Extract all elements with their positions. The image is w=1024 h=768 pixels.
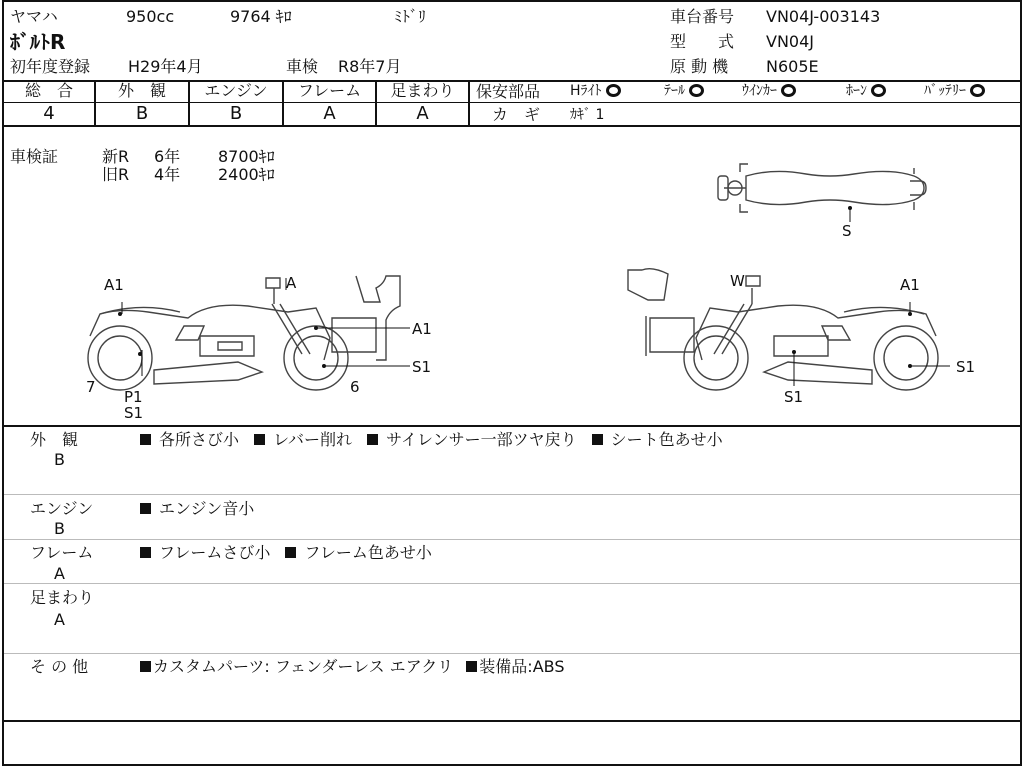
- safety-item-winker: ｳｲﾝｶｰ: [742, 82, 796, 100]
- certificate-new-label: 新R: [102, 147, 130, 166]
- engine-code-value: N605E: [766, 57, 819, 76]
- displacement: 950cc: [126, 7, 175, 26]
- grade-suspension-label: 足まわり: [390, 81, 455, 100]
- grade-overall-value: 4: [43, 103, 55, 124]
- engine-code-label: 原 動 機: [670, 57, 729, 76]
- inspection-sheet: [2, 0, 1022, 766]
- motorcycle-damage-diagram: [4, 126, 1020, 426]
- note-category-engine: エンジン: [30, 499, 94, 518]
- label-right-s1-bottom: S1: [784, 388, 804, 406]
- model-type-value: VN04J: [766, 32, 814, 51]
- note-items-other: カスタムパーツ: フェンダーレス エアクリ 装備品:ABS: [140, 658, 565, 676]
- ok-circle-icon: [871, 84, 886, 97]
- note-items-exterior: 各所さび小 レバー削れ サイレンサー一部ツヤ戻り シート色あせ小: [140, 431, 723, 449]
- label-left-7: 7: [86, 378, 96, 396]
- divider: [4, 720, 1020, 722]
- grade-frame-label: フレーム: [297, 81, 362, 100]
- label-right-a1: A1: [900, 276, 920, 294]
- label-left-s1-front: S1: [412, 358, 432, 376]
- divider: [4, 102, 1020, 103]
- grade-exterior-value: B: [135, 103, 149, 124]
- divider: [4, 539, 1020, 540]
- bullet-square-icon: [140, 661, 151, 672]
- note-category-suspension: 足まわり: [30, 588, 95, 607]
- grade-frame-value: A: [323, 103, 336, 124]
- note-items-engine: エンジン音小: [140, 500, 254, 518]
- bullet-square-icon: [254, 434, 265, 445]
- note-grade-engine: B: [54, 519, 65, 538]
- certificate-new-year: 6年: [154, 147, 181, 166]
- grade-suspension-value: A: [416, 103, 429, 124]
- divider: [4, 583, 1020, 584]
- divider: [468, 80, 470, 126]
- ok-circle-icon: [781, 84, 796, 97]
- inspection-label: 車検: [286, 57, 319, 76]
- motorcycle-top-view: [718, 164, 926, 212]
- ok-circle-icon: [970, 84, 985, 97]
- divider: [4, 494, 1020, 495]
- label-right-s1-rear: S1: [956, 358, 976, 376]
- safety-item-headlight: Hﾗｲﾄ: [570, 82, 621, 100]
- grade-exterior-label: 外 観: [117, 81, 166, 100]
- inspection-value: R8年7月: [338, 57, 402, 76]
- model-type-label: 型 式: [670, 32, 735, 51]
- label-left-p1: P1: [124, 388, 143, 406]
- first-registration-value: H29年4月: [128, 57, 203, 76]
- safety-item-horn: ﾎｰﾝ: [846, 82, 886, 100]
- safety-item-tail: ﾃｰﾙ: [664, 82, 704, 100]
- note-items-frame: フレームさび小 フレーム色あせ小: [140, 544, 432, 562]
- frame-number-value: VN04J-003143: [766, 7, 881, 26]
- bullet-square-icon: [592, 434, 603, 445]
- note-grade-suspension: A: [54, 610, 65, 629]
- certificate-old-km: 2400ｷﾛ: [218, 165, 275, 184]
- note-category-exterior: 外 観: [30, 430, 79, 449]
- label-right-w: W: [730, 272, 745, 290]
- mileage: 9764 ｷﾛ: [230, 7, 292, 26]
- bullet-square-icon: [367, 434, 378, 445]
- note-category-other: そ の 他: [30, 657, 89, 676]
- label-left-a1-tank: A1: [412, 320, 432, 338]
- maker: ヤマハ: [10, 7, 58, 26]
- frame-number-label: 車台番号: [670, 7, 735, 26]
- grade-engine-label: エンジン: [204, 81, 268, 100]
- motorcycle-right-view: [628, 269, 938, 390]
- safety-item-battery: ﾊﾞｯﾃﾘｰ: [924, 82, 985, 100]
- label-left-6: 6: [350, 378, 360, 396]
- bullet-square-icon: [140, 503, 151, 514]
- grade-engine-value: B: [229, 103, 243, 124]
- bullet-square-icon: [466, 661, 477, 672]
- safety-parts-label: 保安部品: [476, 82, 541, 101]
- label-left-s1-bottom: S1: [124, 404, 144, 422]
- certificate-label: 車検証: [10, 147, 59, 166]
- bullet-square-icon: [140, 547, 151, 558]
- key-value: ｶｷﾞ 1: [570, 107, 605, 123]
- color: ﾐﾄﾞﾘ: [394, 7, 427, 26]
- bullet-square-icon: [140, 434, 151, 445]
- bullet-square-icon: [285, 547, 296, 558]
- certificate-new-km: 8700ｷﾛ: [218, 147, 275, 166]
- model-name: ﾎﾞﾙﾄR: [10, 30, 66, 54]
- certificate-old-year: 4年: [154, 165, 181, 184]
- note-category-frame: フレーム: [30, 543, 94, 562]
- label-top-s: S: [842, 222, 852, 240]
- certificate-old-label: 旧R: [102, 165, 130, 184]
- label-left-a1-rear: A1: [104, 276, 124, 294]
- ok-circle-icon: [689, 84, 704, 97]
- divider: [4, 425, 1020, 427]
- label-left-a-bar: A: [286, 274, 297, 292]
- key-label: カ ギ: [492, 105, 541, 124]
- first-registration-label: 初年度登録: [10, 57, 91, 76]
- motorcycle-left-view: [88, 276, 400, 390]
- grade-overall-label: 総 合: [24, 81, 73, 100]
- note-grade-exterior: B: [54, 450, 65, 469]
- ok-circle-icon: [606, 84, 621, 97]
- divider: [4, 653, 1020, 654]
- note-grade-frame: A: [54, 564, 65, 583]
